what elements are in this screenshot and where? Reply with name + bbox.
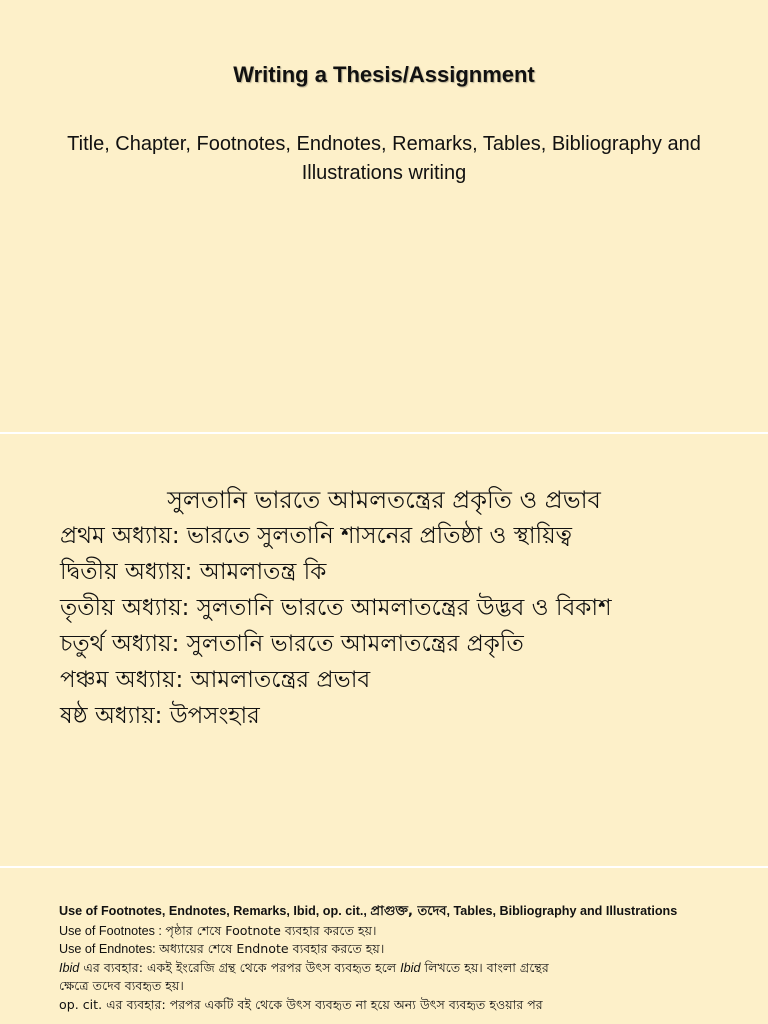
presentation-subtitle: Title, Chapter, Footnotes, Endnotes, Remarks, Tables, Bibliography and Illustrations writing <box>67 133 701 184</box>
endnotes-label: Use of Endnotes: <box>59 942 160 956</box>
usage-heading-part1: Use of Footnotes, Endnotes, Remarks, Ibid, op. cit., <box>59 904 371 918</box>
slide-title <box>0 0 768 432</box>
thesis-title: সুলতানি ভারতে আমলতন্ত্রের প্রকৃতি ও প্রভাব <box>167 486 601 514</box>
chapter-item-4: চতুর্থ অধ্যায়: সুলতানি ভারতে আমলাতন্ত্রের প্রকৃতি <box>60 631 524 657</box>
endnotes-text: অধ্যায়ের শেষে Endnote ব্যবহার করতে হয়। <box>159 941 385 956</box>
ibid-word: Ibid <box>59 960 80 975</box>
chapter-item-1: প্রথম অধ্যায়: ভারতে সুলতানি শাসনের প্রতিষ্ঠা ও স্থায়িত্ব <box>60 523 573 549</box>
slide-footnotes-usage <box>0 868 768 1024</box>
footnotes-line <box>59 922 711 941</box>
footnotes-text: পৃষ্ঠার শেষে Footnote ব্যবহার করতে হয়। <box>165 922 377 938</box>
usage-heading-bengali: প্রাগুক্ত, তদেব <box>370 904 447 919</box>
chapter-list <box>60 518 750 734</box>
chapter-item-2: দ্বিতীয় অধ্যায়: আমলাতন্ত্র কি <box>60 559 327 585</box>
ibid-line-2: ক্ষেত্রে তদেব ব্যবহৃত হয়। <box>59 978 184 993</box>
chapter-item-3: তৃতীয় অধ্যায়: সুলতানি ভারতে আমলাতন্ত্রের উদ্ভব ও বিকাশ <box>60 595 612 621</box>
presentation-title: Writing a Thesis/Assignment <box>233 62 535 87</box>
chapter-item-5: পঞ্চম অধ্যায়: আমলাতন্ত্রের প্রভাব <box>60 667 371 693</box>
opcit-line-partial: op. cit. এর ব্যবহার: পরপর একটি বই থেকে উৎস ব্যবহৃত না হয়ে অন্য উৎস ব্যবহৃত হওয়ার পর <box>59 996 543 1012</box>
usage-text-block <box>59 902 711 1014</box>
usage-heading-part2: , Tables, Bibliography and Illustrations <box>446 904 678 918</box>
endnotes-line <box>59 940 711 959</box>
ibid-text-b: লিখতে হয়। বাংলা গ্রন্থের <box>420 959 549 975</box>
footnotes-label: Use of Footnotes : <box>59 923 166 938</box>
ibid-text-a: এর ব্যবহার: একই ইংরেজি গ্রন্থ থেকে পরপর উৎস ব্যবহৃত হলে <box>79 959 401 975</box>
ibid-line <box>59 959 711 978</box>
slide-chapter-outline <box>0 434 768 866</box>
chapter-item-6: ষষ্ঠ অধ্যায়: উপসংহার <box>60 703 260 729</box>
usage-heading <box>59 902 711 922</box>
ibid-word-inline: Ibid <box>400 960 421 975</box>
